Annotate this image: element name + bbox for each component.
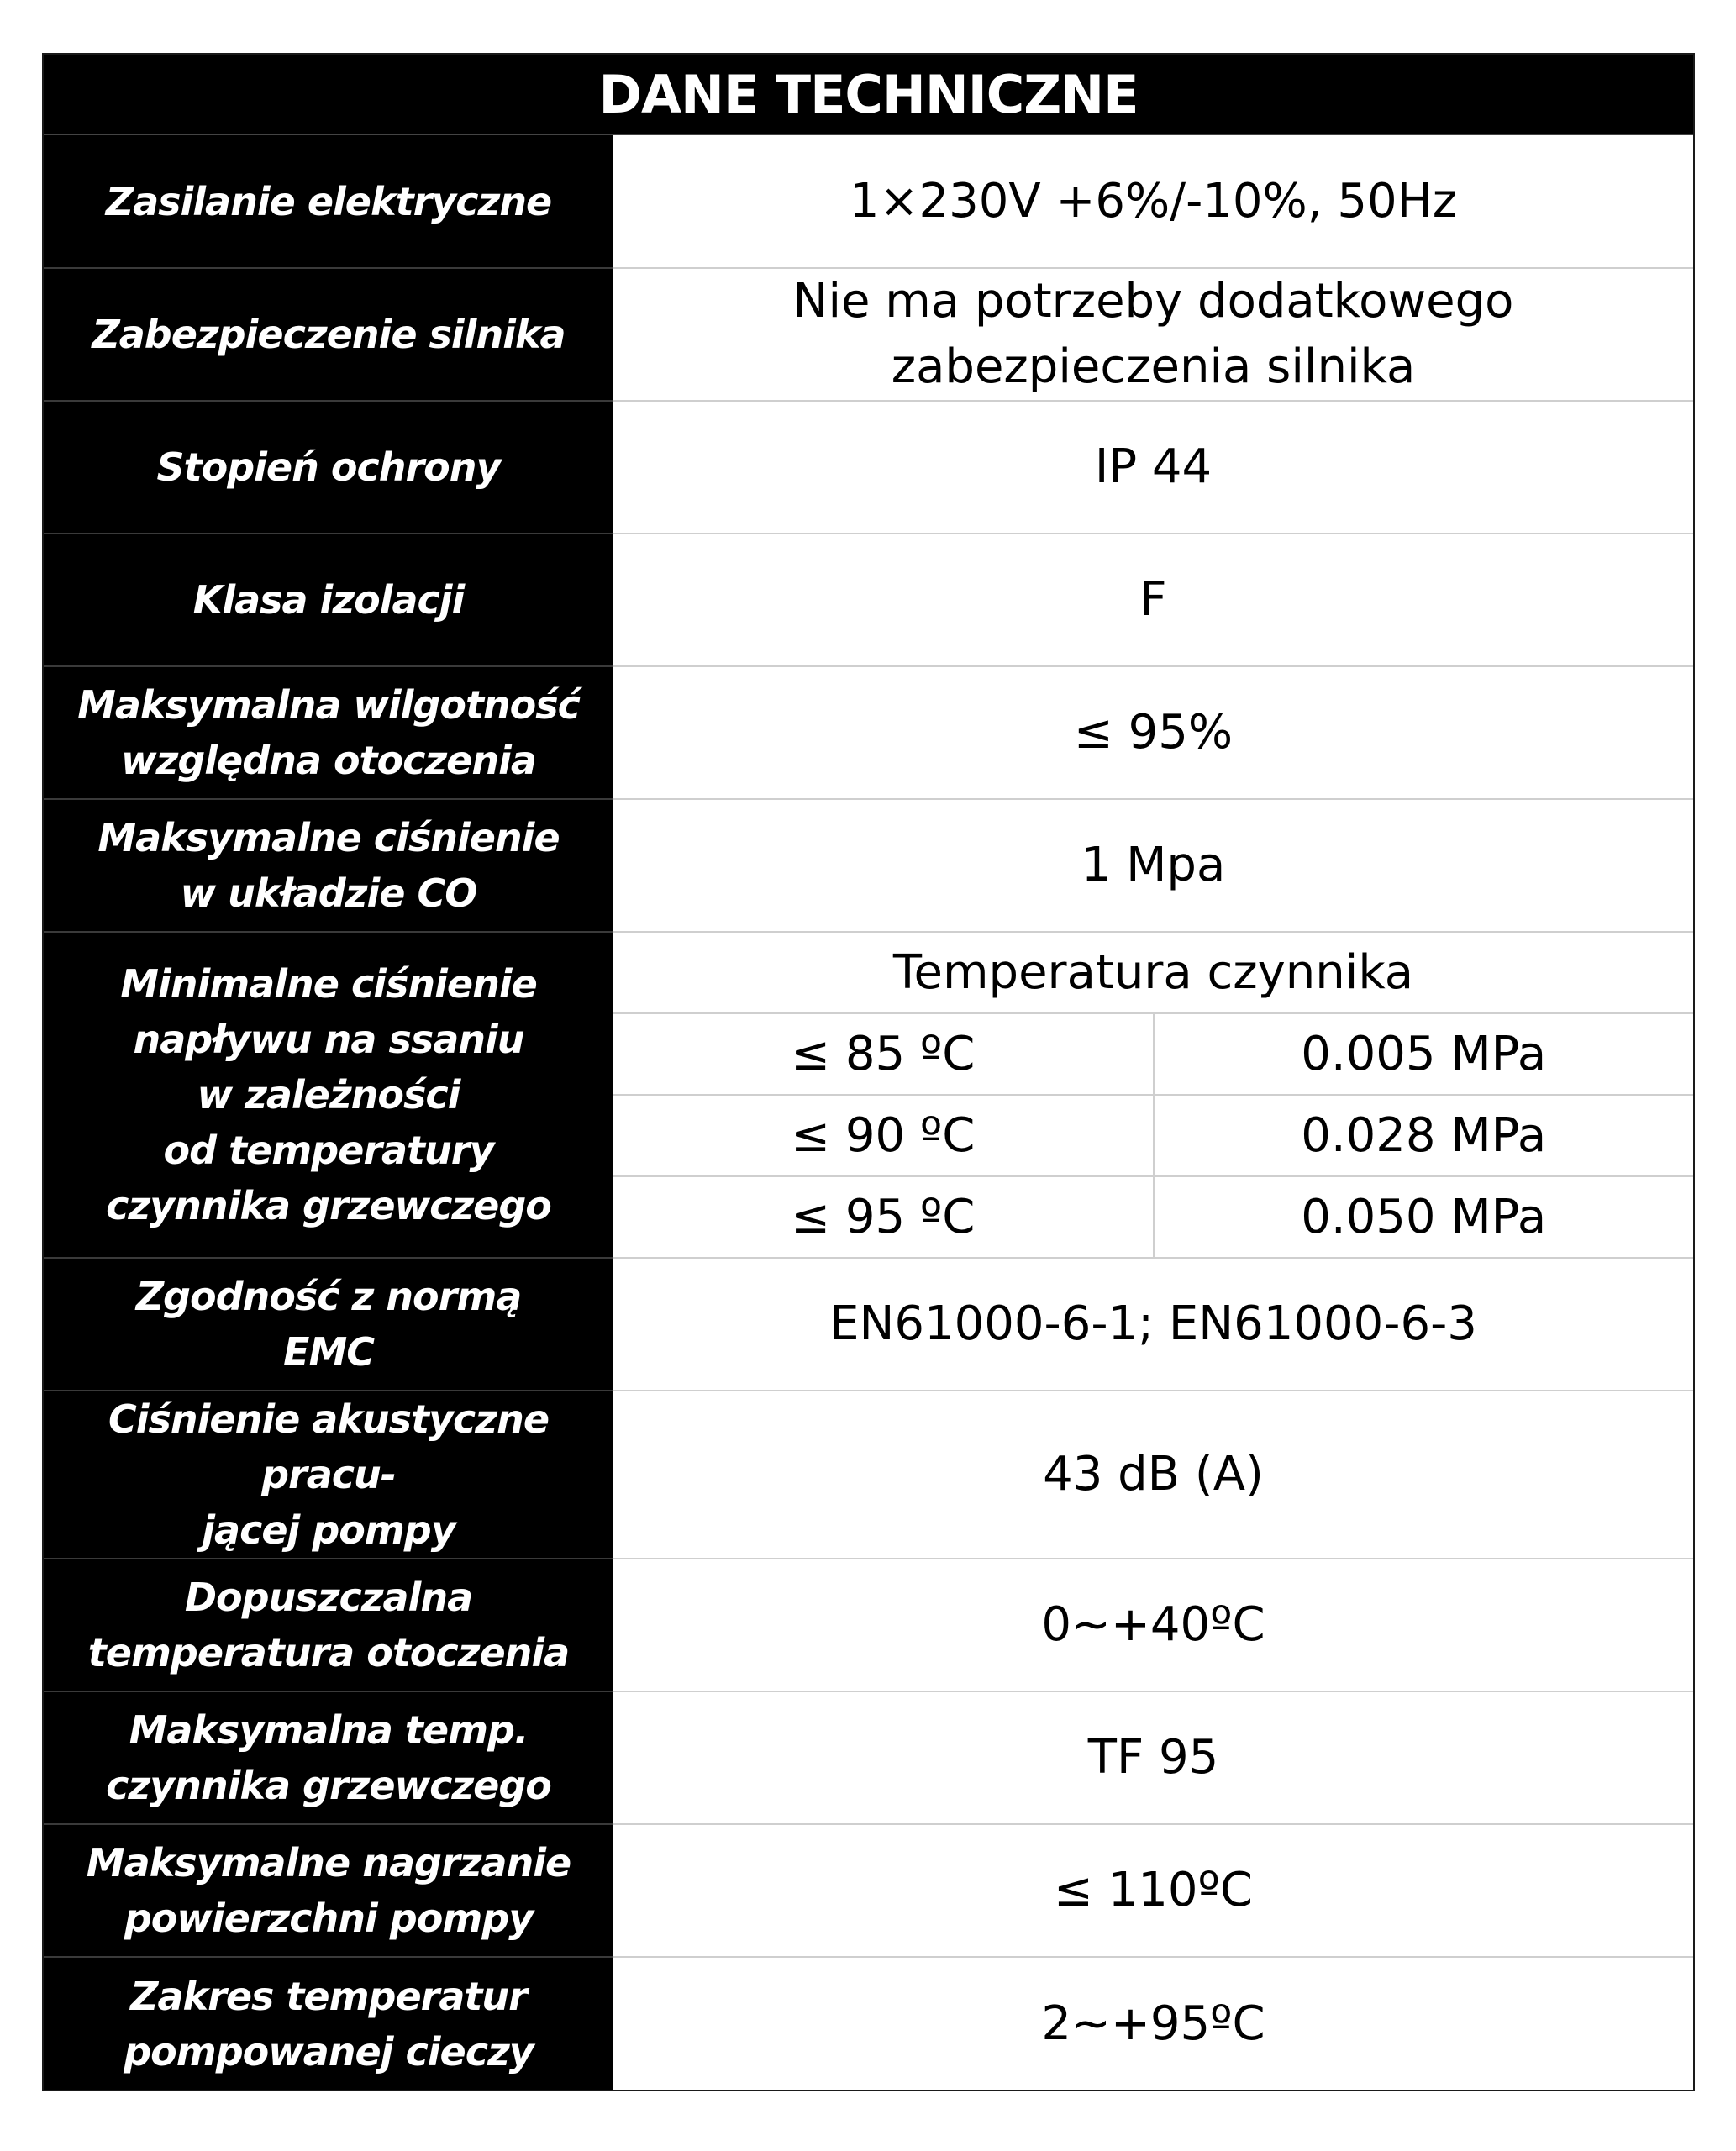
row-value: TF 95 (613, 1691, 1693, 1824)
row-label: Zabezpieczenie silnika (44, 268, 613, 401)
table-title: DANE TECHNICZNE (44, 55, 1693, 135)
pressure-header: Temperatura czynnika (613, 932, 1693, 1013)
pressure-header-row (44, 932, 1693, 1013)
table-row (44, 1559, 1693, 1691)
row-value: 0~+40ºC (613, 1559, 1693, 1691)
table-row (44, 1957, 1693, 2090)
pressure-temp: ≤ 90 ºC (613, 1095, 1154, 1176)
row-label: Zgodność z normą EMC (44, 1258, 613, 1391)
table-row (44, 135, 1693, 268)
pressure-temp: ≤ 85 ºC (613, 1013, 1154, 1095)
table-row (44, 401, 1693, 534)
pressure-value: 0.028 MPa (1154, 1095, 1694, 1176)
row-value: ≤ 110ºC (613, 1824, 1693, 1957)
table-row (44, 799, 1693, 932)
table-row (44, 268, 1693, 401)
row-label: Maksymalna wilgotność względna otoczenia (44, 666, 613, 799)
row-value: 43 dB (A) (613, 1391, 1693, 1559)
row-value: 1 Mpa (613, 799, 1693, 932)
table-row (44, 666, 1693, 799)
row-label: Klasa izolacji (44, 534, 613, 666)
technical-data-sheet (42, 53, 1695, 2091)
row-label: Dopuszczalna temperatura otoczenia (44, 1559, 613, 1691)
row-label: Maksymalna temp. czynnika grzewczego (44, 1691, 613, 1824)
table-row (44, 1258, 1693, 1391)
table-row (44, 1691, 1693, 1824)
row-value: 1×230V +6%/-10%, 50Hz (613, 135, 1693, 268)
row-label: Stopień ochrony (44, 401, 613, 534)
row-value: 2~+95ºC (613, 1957, 1693, 2090)
pressure-label: Minimalne ciśnienie napływu na ssaniu w zależności od temperatury czynnika grzewczego (44, 932, 613, 1258)
table-row (44, 1391, 1693, 1559)
row-value: Nie ma potrzeby dodatkowego zabezpieczenia silnika (613, 268, 1693, 401)
pressure-value: 0.005 MPa (1154, 1013, 1694, 1095)
row-label: Maksymalne nagrzanie powierzchni pompy (44, 1824, 613, 1957)
row-label: Zasilanie elektryczne (44, 135, 613, 268)
row-label: Zakres temperatur pompowanej cieczy (44, 1957, 613, 2090)
table-row (44, 1824, 1693, 1957)
row-value: F (613, 534, 1693, 666)
row-label: Maksymalne ciśnienie w układzie CO (44, 799, 613, 932)
row-value: IP 44 (613, 401, 1693, 534)
pressure-value: 0.050 MPa (1154, 1176, 1694, 1258)
table-row (44, 534, 1693, 666)
row-label: Ciśnienie akustyczne pracu- jącej pompy (44, 1391, 613, 1559)
row-value: EN61000-6-1; EN61000-6-3 (613, 1258, 1693, 1391)
pressure-temp: ≤ 95 ºC (613, 1176, 1154, 1258)
spec-table (44, 135, 1693, 2090)
row-value: ≤ 95% (613, 666, 1693, 799)
